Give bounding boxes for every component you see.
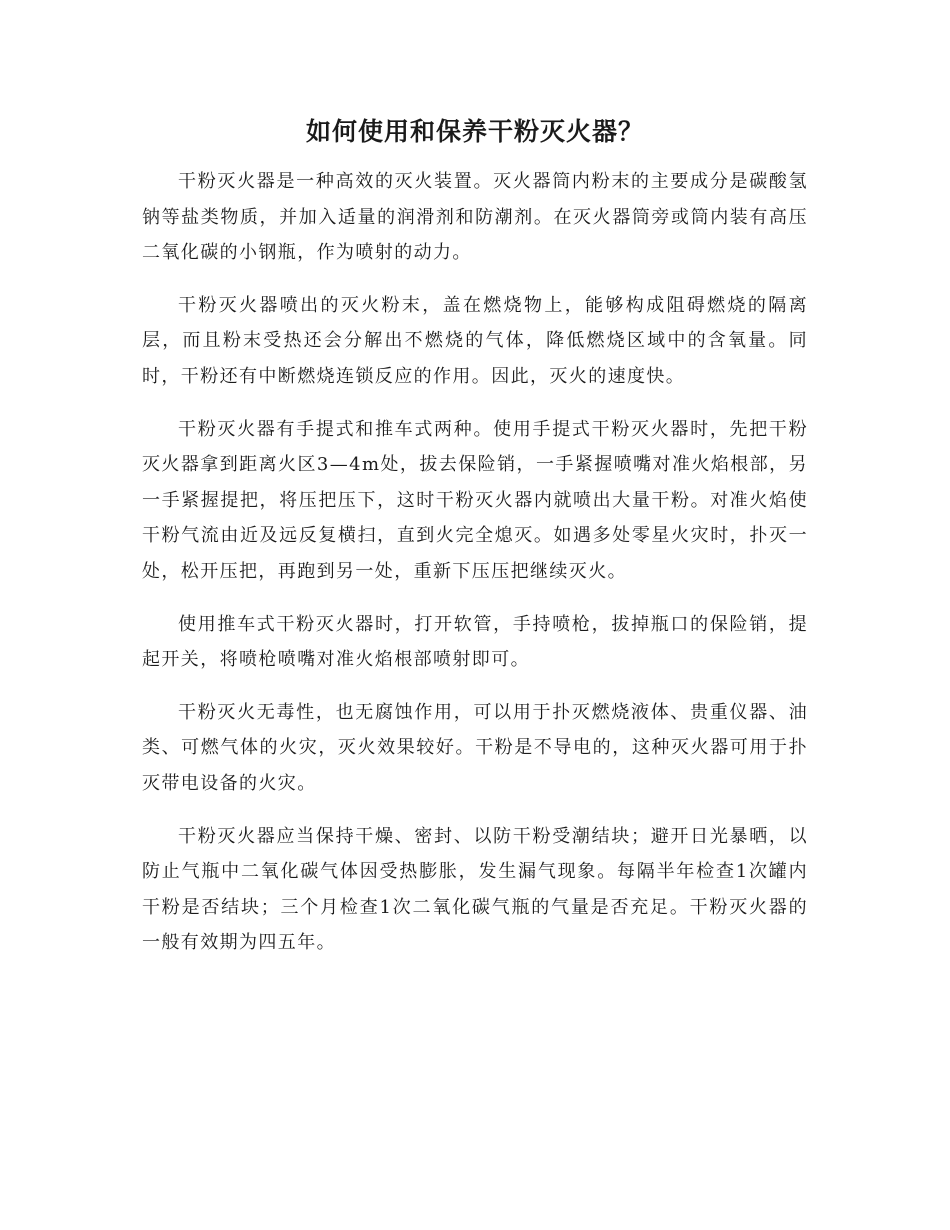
paragraph-1: 干粉灭火器是一种高效的灭火装置。灭火器筒内粉末的主要成分是碳酸氢钠等盐类物质，并加入适量的润滑剂和防潮剂。在灭火器筒旁或筒内装有高压二氧化碳的小钢瓶，作为喷射的动力。 xyxy=(142,171,808,264)
document-title: 如何使用和保养干粉灭火器？ xyxy=(305,117,644,146)
paragraph-2: 干粉灭火器喷出的灭火粉末，盖在燃烧物上，能够构成阻碍燃烧的隔离层，而且粉末受热还会分解出不燃烧的气体，降低燃烧区域中的含氧量。同时，干粉还有中断燃烧连锁反应的作用。因此，灭火的速度快。 xyxy=(142,294,808,387)
paragraph-6: 干粉灭火器应当保持干燥、密封、以防干粉受潮结块；避开日光暴晒，以防止气瓶中二氧化碳气体因受热膨胀，发生漏气现象。每隔半年检查1次罐内干粉是否结块；三个月检查1次二氧化碳气瓶的气量是否充足。干粉灭火器的一般有效期为四五年。 xyxy=(142,825,808,954)
paragraph-4: 使用推车式干粉灭火器时，打开软管，手持喷枪，拔掉瓶口的保险销，提起开关，将喷枪喷嘴对准火焰根部喷射即可。 xyxy=(142,613,808,671)
paragraph-5: 干粉灭火无毒性，也无腐蚀作用，可以用于扑灭燃烧液体、贵重仪器、油类、可燃气体的火灾，灭火效果较好。干粉是不导电的，这种灭火器可用于扑灭带电设备的火灾。 xyxy=(142,701,808,794)
document-body xyxy=(142,164,808,978)
paragraph-3: 干粉灭火器有手提式和推车式两种。使用手提式干粉灭火器时，先把干粉灭火器拿到距离火区3—4m处，拔去保险销，一手紧握喷嘴对准火焰根部，另一手紧握提把，将压把压下，这时干粉灭火器内就喷出大量干粉。对准火焰使干粉气流由近及远反复横扫，直到火完全熄灭。如遇多处零星火灾时，扑灭一处，松开压把，再跑到另一处，重新下压压把继续灭火。 xyxy=(142,418,808,582)
